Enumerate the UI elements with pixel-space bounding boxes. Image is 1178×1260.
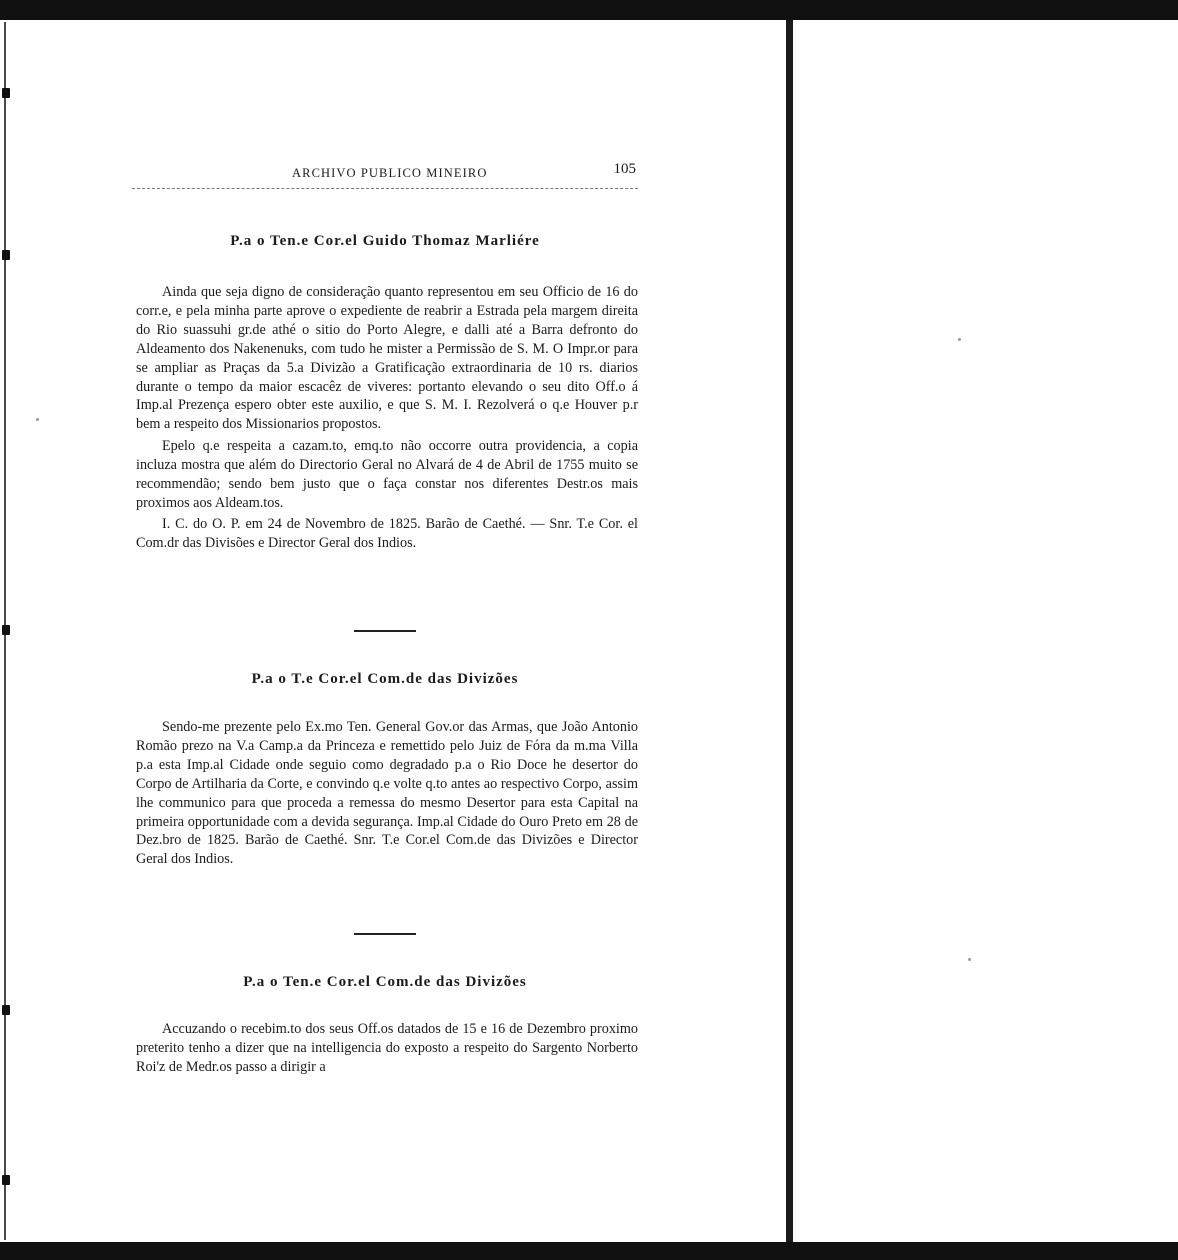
- letter-body: [136, 718, 638, 869]
- scan-speck: [968, 958, 971, 961]
- paragraph: Ainda que seja digno de consideração quanto representou em seu Officio de 16 do corr.e, e pela minha parte aprove o expediente de reabrir a Estrada pela margem direita do Rio suassuhi gr.de athé o sitio do Porto Alegre, e dalli até a Barra defronto do Aldeamento dos Nakenenuks, com tudo he mister a Permissão de S. M. O Impr.or para se ampliar as Praças da 5.a Divizão a Gratificação extraordinaria de 10 rs. diarios durante o tempo da maior escacêz de viveres: portanto elevando o seu dito Off.o á Imp.al Prezença espero obter este auxilio, e que S. M. I. Rezolverá o q.e Houver p.r bem a respeito dos Missionarios propostos.: [136, 284, 638, 433]
- page-number: 105: [613, 161, 636, 177]
- edge-mark: [2, 250, 10, 260]
- letter-body: [136, 1020, 638, 1077]
- letter-heading: P.a o Ten.e Cor.el Com.de das Divizões: [243, 974, 527, 990]
- edge-mark: [2, 1175, 10, 1185]
- paragraph: I. C. do O. P. em 24 de Novembro de 1825. Barão de Caethé. — Snr. T.e Cor. el Com.dr das Divisões e Director Geral dos Indios.: [136, 515, 638, 551]
- header-rule: [132, 188, 638, 189]
- section-separator: [354, 933, 416, 935]
- running-head: [132, 160, 638, 190]
- letter-body: [136, 283, 638, 553]
- edge-mark: [2, 625, 10, 635]
- paragraph: Accuzando o recebim.to dos seus Off.os datados de 15 e 16 de Dezembro proximo preterito tenho a dizer que na intelligencia do exposto a respeito do Sargento Norberto Roi'z de Medr.os passo a dirigir a: [136, 1021, 638, 1075]
- scan-speck: [36, 418, 39, 421]
- paragraph: Epelo q.e respeita a cazam.to, emq.to não occorre outra providencia, a copia incluza mostra que além do Directorio Geral no Alvará de 4 de Abril de 1755 muito se recommendão; sendo bem justo que o faça constar nos diferentes Destr.os mais proximos aos Aldeam.tos.: [136, 438, 638, 511]
- scan-bottom-border: [0, 1242, 1178, 1260]
- edge-mark: [2, 88, 10, 98]
- section-separator: [354, 630, 416, 632]
- letter-heading: P.a o T.e Cor.el Com.de das Divizões: [251, 671, 519, 687]
- scan-speck: [958, 338, 961, 341]
- letter-heading: P.a o Ten.e Cor.el Guido Thomaz Marliére: [230, 233, 540, 249]
- edge-mark: [2, 1005, 10, 1015]
- scan-top-border: [0, 0, 1178, 20]
- paragraph: Sendo-me prezente pelo Ex.mo Ten. General Gov.or das Armas, que João Antonio Romão prezo na V.a Camp.a da Princeza e remettido pelo Juiz de Fóra da m.ma Villa p.a esta Imp.al Cidade onde seguio como degradado p.a o Rio Doce he desertor do Corpo de Artilharia da Corte, e convindo q.e volte q.to antes ao respectivo Corpo, assim lhe communico para que proceda a remessa do mesmo Desertor para esta Capital na primeira opportunidade com a devida segurança. Imp.al Cidade do Ouro Preto em 28 de Dez.bro de 1825. Barão de Caethé. Snr. T.e Cor.el Com.de das Divizões e Director Geral dos Indios.: [136, 719, 638, 868]
- running-head-title: ARCHIVO PUBLICO MINEIRO: [292, 166, 488, 180]
- page-gutter: [786, 20, 793, 1242]
